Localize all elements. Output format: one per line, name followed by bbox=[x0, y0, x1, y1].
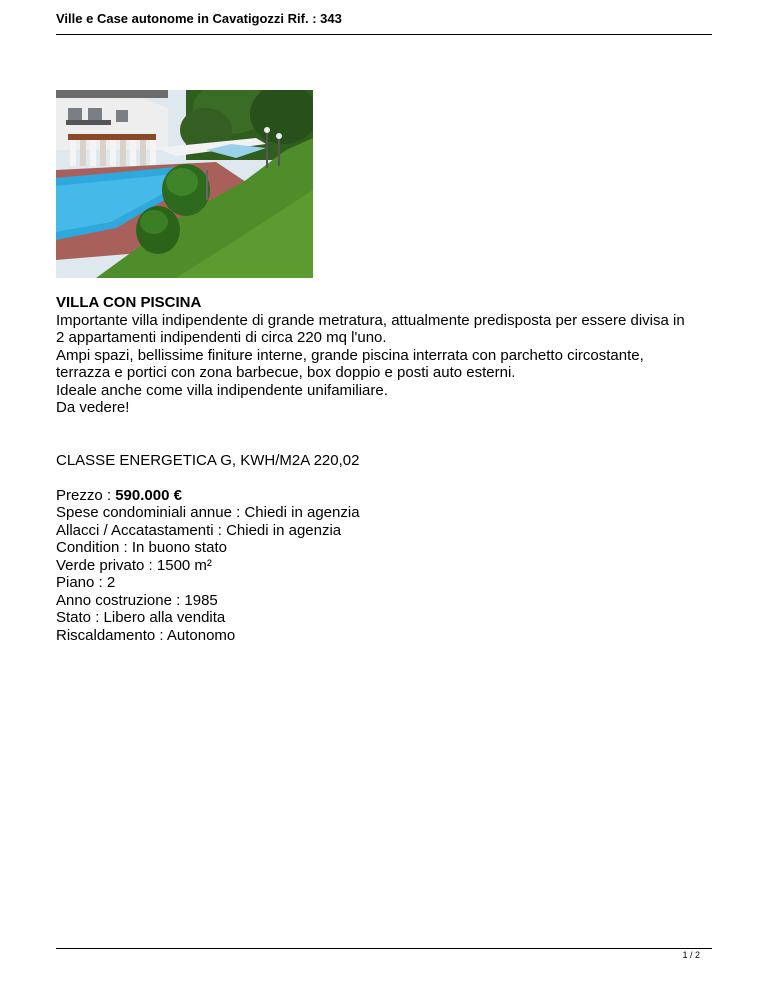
description-line: Importante villa indipendente di grande metratura, attualmente predisposta per essere divisa in bbox=[56, 311, 685, 329]
detail-row: Stato : Libero alla vendita bbox=[56, 609, 226, 626]
villa-photo bbox=[56, 90, 313, 278]
detail-row: Riscaldamento : Autonomo bbox=[56, 626, 236, 644]
price-value: 590.000 € bbox=[115, 486, 182, 504]
footer-divider bbox=[56, 948, 712, 949]
description-line: Ideale anche come villa indipendente unifamiliare. bbox=[56, 381, 388, 399]
price-label: Prezzo : bbox=[56, 486, 116, 504]
listing-body bbox=[56, 294, 716, 644]
detail-row: Piano : 2 bbox=[56, 574, 116, 591]
page-title: Ville e Case autonome in Cavatigozzi Rif. : 343 bbox=[56, 11, 342, 26]
page-number: 1 / 2 bbox=[682, 950, 700, 960]
detail-row: Condition : In buono stato bbox=[56, 539, 227, 556]
detail-row: Allacci / Accatastamenti : Chiedi in agenzia bbox=[56, 521, 342, 539]
description-line: Ampi spazi, bellissime finiture interne, grande piscina interrata con parchetto circostante, bbox=[56, 346, 644, 364]
listing-heading: VILLA CON PISCINA bbox=[56, 294, 202, 311]
energy-class: CLASSE ENERGETICA G, KWH/M2A 220,02 bbox=[56, 451, 360, 469]
description-line: terrazza e portici con zona barbecue, box doppio e posti auto esterni. bbox=[56, 364, 516, 381]
header-divider bbox=[56, 34, 712, 35]
description-line: Da vedere! bbox=[56, 399, 130, 416]
price-row bbox=[56, 487, 716, 505]
detail-row: Spese condominiali annue : Chiedi in agenzia bbox=[56, 504, 360, 521]
detail-row: Verde privato : 1500 m² bbox=[56, 556, 212, 574]
detail-row: Anno costruzione : 1985 bbox=[56, 591, 218, 609]
description-line: 2 appartamenti indipendenti di circa 220 mq l'uno. bbox=[56, 329, 387, 346]
